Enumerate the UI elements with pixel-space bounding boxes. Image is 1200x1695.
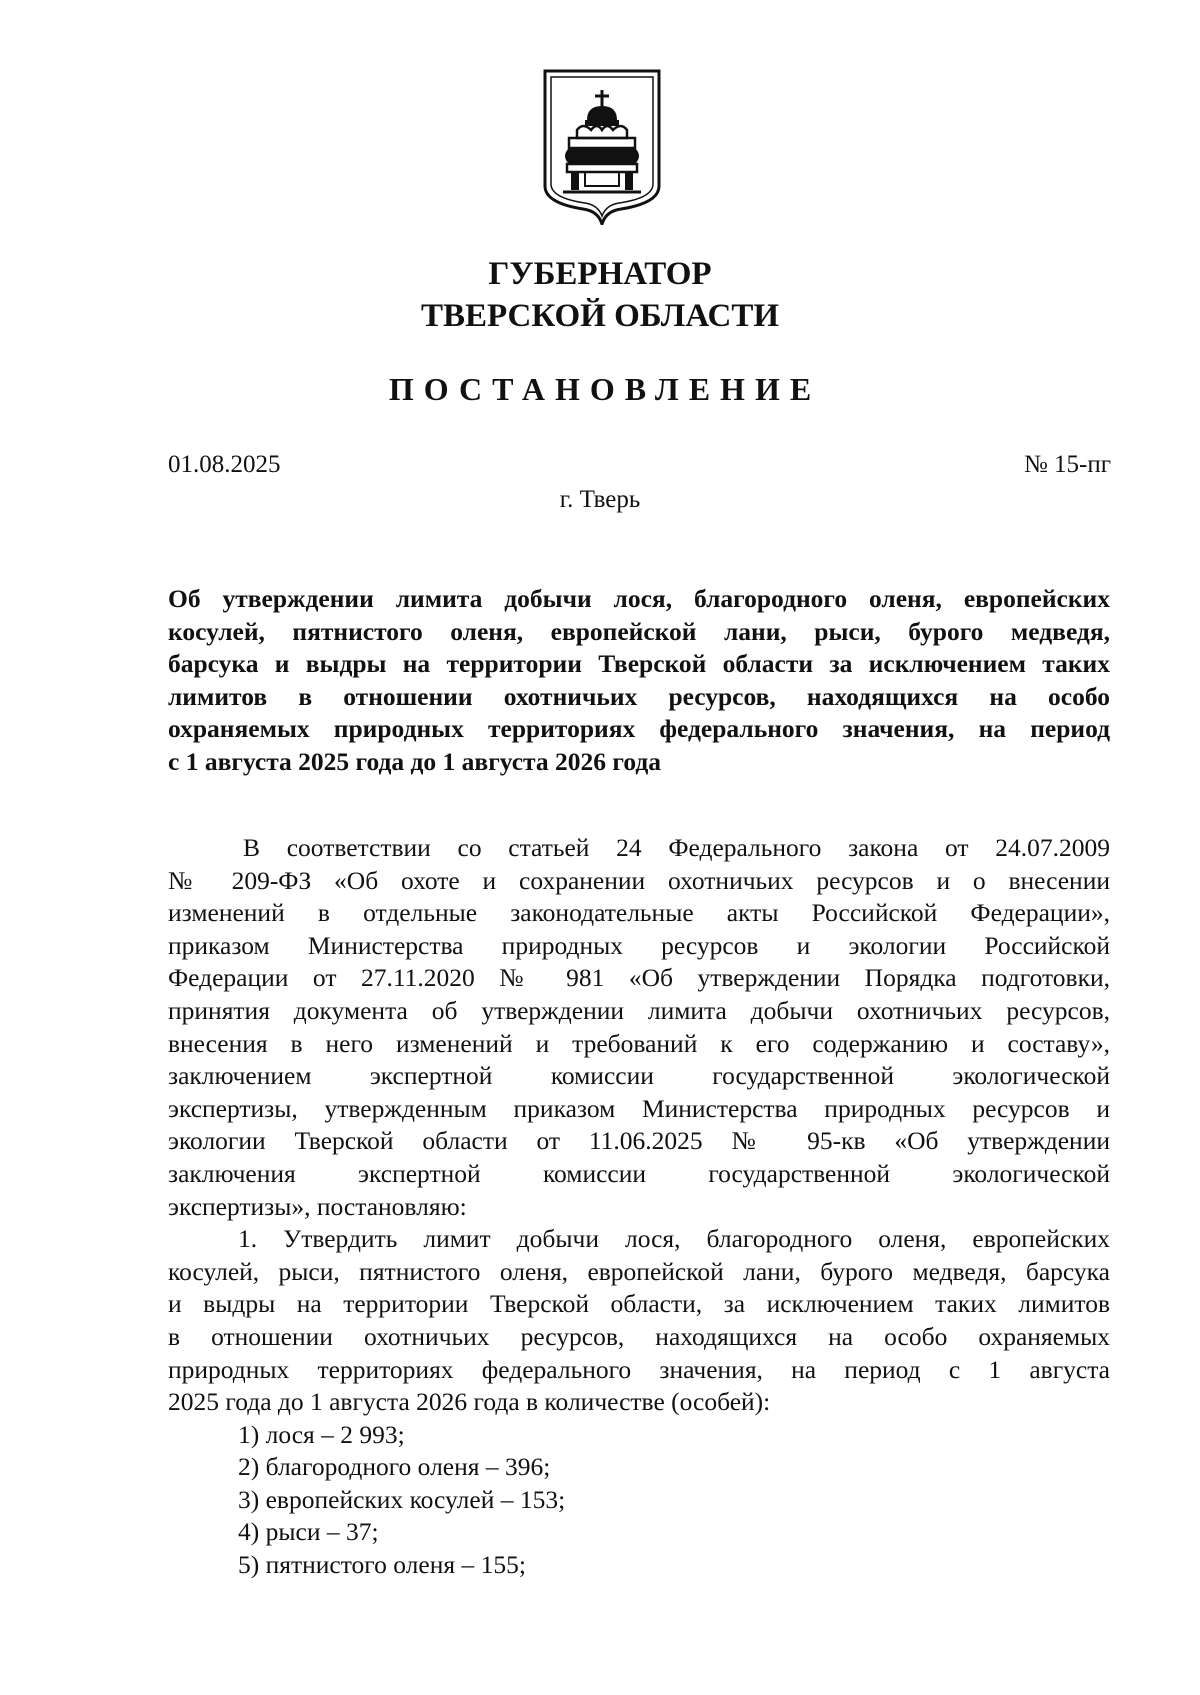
item1-line: природных территориях федерального значения, на период с 1 августа [168,1354,1110,1384]
document-city: г. Тверь [559,486,641,513]
title-line: охраняемых природных территориях федерального значения, на период [168,714,1110,743]
limit-item: 5) пятнистого оленя – 155; [238,1550,526,1580]
document-number: № 15-пг [1023,451,1111,478]
preamble-line: принятия документа об утверждении лимита добычи охотничьих ресурсов, [168,995,1110,1025]
title-line: косулей, пятнистого оленя, европейской лани, рыси, бурого медведя, [168,616,1110,646]
preamble-line: экологии Тверской области от 11.06.2025 № 95-кв «Об утверждении [168,1126,1110,1156]
title-line: Об утверждении лимита добычи лося, благородного оленя, европейских [168,584,1110,613]
item1-line: 2025 года до 1 августа 2026 года в количестве (особей): [168,1387,771,1417]
item1-line: 1. Утвердить лимит добычи лося, благородного оленя, европейских [238,1224,1110,1254]
preamble-line: экспертизы, утвержденным приказом Министерства природных ресурсов и [168,1093,1110,1123]
item1-line: косулей, рыси, пятнистого оленя, европейской лани, бурого медведя, барсука [168,1256,1110,1286]
document-body [168,832,1110,1582]
preamble-line: заключения экспертной комиссии государственной экологической [168,1158,1110,1188]
title-line: лимитов в отношении охотничьих ресурсов, находящихся на особо [168,681,1110,711]
tver-coat-of-arms-icon [541,68,663,225]
preamble-line: В соответствии со статьей 24 Федерального закона от 24.07.2009 [243,833,1110,862]
title-line: барсука и выдры на территории Тверской области за исключением таких [168,649,1110,678]
preamble-line: № 209-ФЗ «Об охоте и сохранении охотничьих ресурсов и о внесении [168,865,1110,895]
preamble-line: приказом Министерства природных ресурсов и экологии Российской [168,930,1110,960]
preamble-line: заключением экспертной комиссии государственной экологической [168,1061,1110,1091]
item1-line: и выдры на территории Тверской области, за исключением таких лимитов [168,1289,1110,1319]
limit-item: 2) благородного оленя – 396; [238,1452,551,1482]
authority-name-line1: ГУБЕРНАТОР [488,256,712,292]
preamble-line: экспертизы», постановляю: [168,1191,467,1221]
item1-line: в отношении охотничьих ресурсов, находящихся на особо охраняемых [168,1321,1110,1351]
preamble-line: внесения в него изменений и требований к его содержанию и составу», [168,1028,1110,1058]
document-title [168,583,1110,778]
authority-name-line2: ТВЕРСКОЙ ОБЛАСТИ [420,298,780,334]
limit-item: 1) лося – 2 993; [238,1419,405,1449]
document-type: ПОСТАНОВЛЕНИЕ [388,371,822,407]
title-line: с 1 августа 2025 года до 1 августа 2026 года [168,746,662,776]
preamble-line: изменений в отдельные законодательные акты Российской Федерации», [168,898,1110,928]
limit-item: 3) европейских косулей – 153; [238,1484,566,1514]
document-date: 01.08.2025 [168,451,281,478]
limit-item: 4) рыси – 37; [238,1517,379,1547]
preamble-line: Федерации от 27.11.2020 № 981 «Об утверждении Порядка подготовки, [168,963,1110,993]
